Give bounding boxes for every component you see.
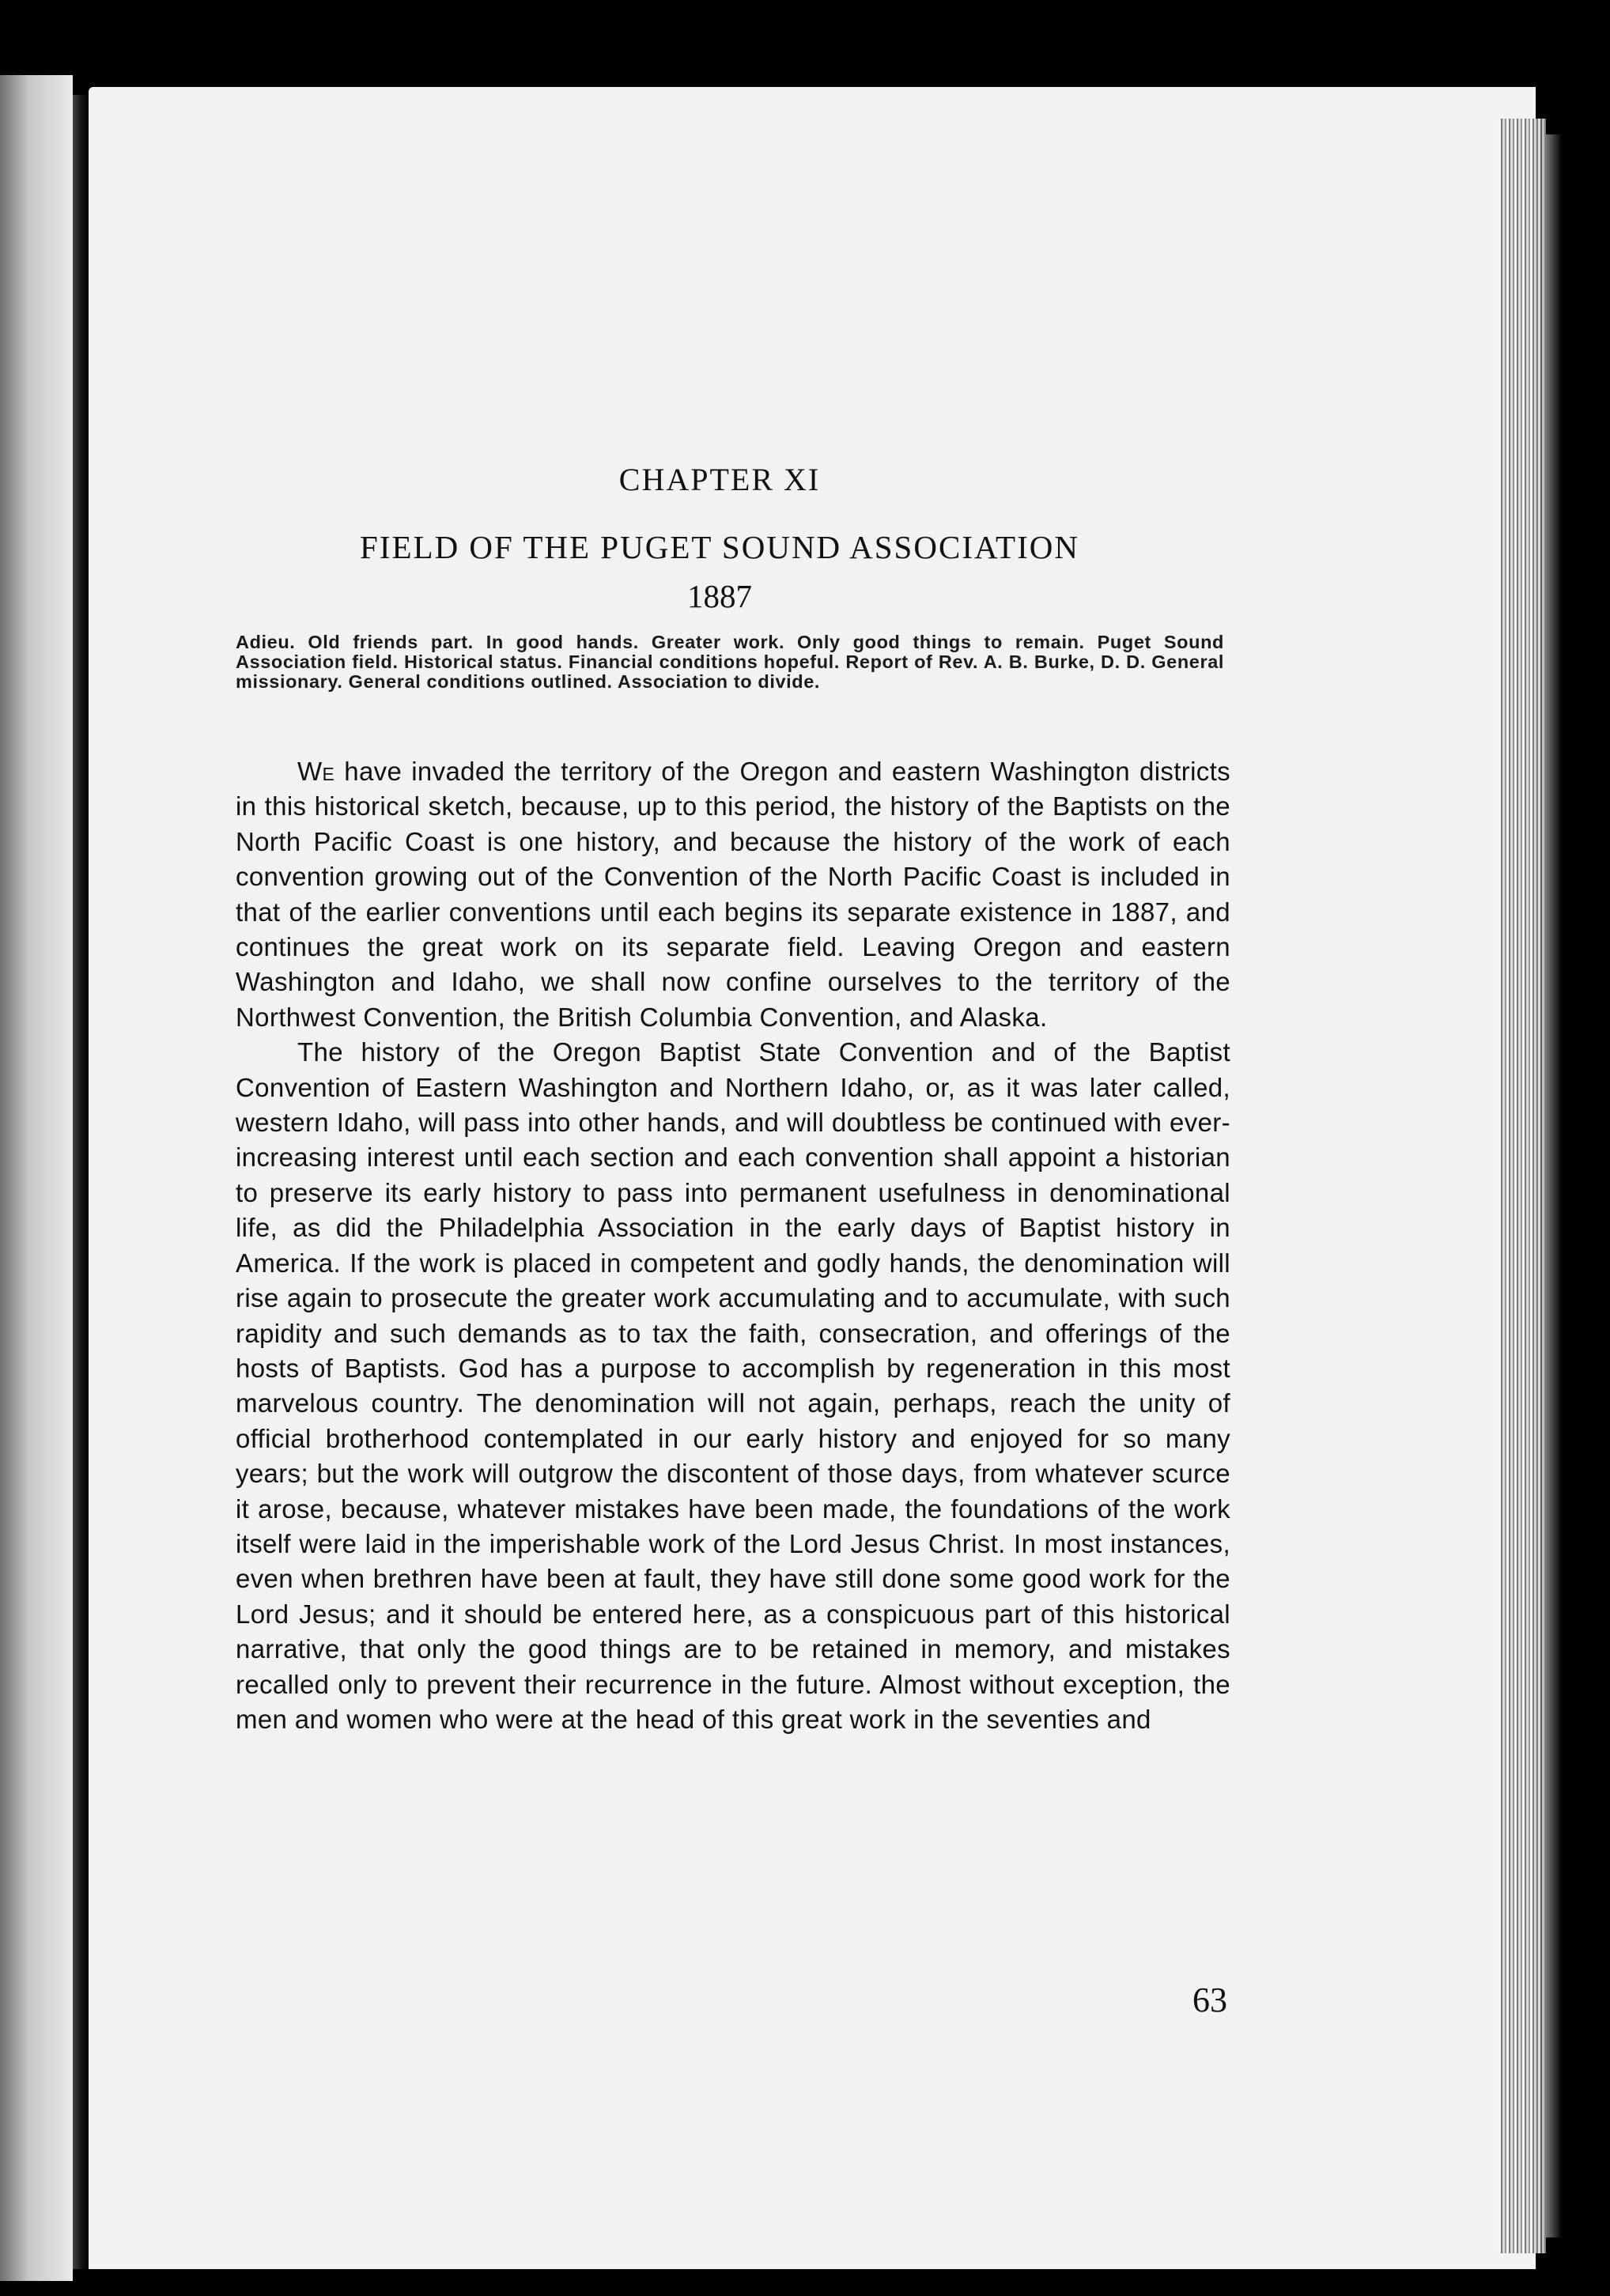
chapter-summary: Adieu. Old friends part. In good hands. Greater work. Only good things to remain. Puget Sound Association field. Historical status. Financial conditions hopeful. Report of Rev. A. B. Burke, D. D. General missionary. General conditions outlined. Association to divide.	[236, 632, 1224, 692]
chapter-year: 1887	[687, 578, 752, 614]
paragraph-1	[236, 754, 1230, 1035]
paragraph-text: have invaded the territory of the Oregon and eastern Washington districts in this historical sketch, because, up to this period, the history of the Baptists on the North Pacific Coast is one history, and because the history of the work of each convention growing out of the Convention of the North Pacific Coast is included in that of the earlier conventions until each begins its separate existence in 1887, and continues the great work on its separate field. Leaving Oregon and eastern Washington and Idaho, we shall now confine ourselves to the territory of the Northwest Convention, the British Columbia Convention, and Alaska.	[236, 757, 1230, 1032]
book-gutter	[73, 95, 89, 2269]
page-stack-shadow	[1546, 134, 1562, 2237]
page-stack-edges	[1499, 119, 1546, 2253]
body-text	[236, 754, 1230, 1737]
chapter-title: FIELD OF THE PUGET SOUND ASSOCIATION	[360, 529, 1079, 565]
chapter-heading: CHAPTER XI	[618, 462, 821, 497]
facing-page-edge	[0, 75, 73, 2281]
paragraph-text: The history of the Oregon Baptist State Convention and of the Baptist Convention of Eastern Washington and Northern Idaho, or, as it was later called, western Idaho, will pass into other hands, and will doubtless be continued with ever-increasing interest until each section and each convention shall appoint a historian to preserve its early history to pass into permanent usefulness in denominational life, as did the Philadelphia Association in the early days of Baptist history in America. If the work is placed in competent and godly hands, the denomination will rise again to prosecute the greater work accumulating and to accumulate, with such rapidity and such demands as to tax the faith, consecration, and offerings of the hosts of Baptists. God has a purpose to accomplish by regeneration in this most marvelous country. The denomination will not again, perhaps, reach the unity of official brotherhood contemplated in our early history and enjoyed for so many years; but the work will outgrow the discontent of those days, from whatever scurce it arose, because, whatever mistakes have been made, the foundations of the work itself were laid in the imperishable work of the Lord Jesus Christ. In most instances, even when brethren have been at fault, they have still done some good work for the Lord Jesus; and it should be entered here, as a conspicuous part of this historical narrative, that only the good things are to be retained in memory, and mistakes recalled only to prevent their recurrence in the future. Almost without exception, the men and women who were at the head of this great work in the seventies and	[236, 1037, 1230, 1734]
paragraph-lead-word: We	[297, 757, 335, 786]
page-number: 63	[1192, 1981, 1227, 2019]
paragraph-2	[236, 1035, 1230, 1737]
